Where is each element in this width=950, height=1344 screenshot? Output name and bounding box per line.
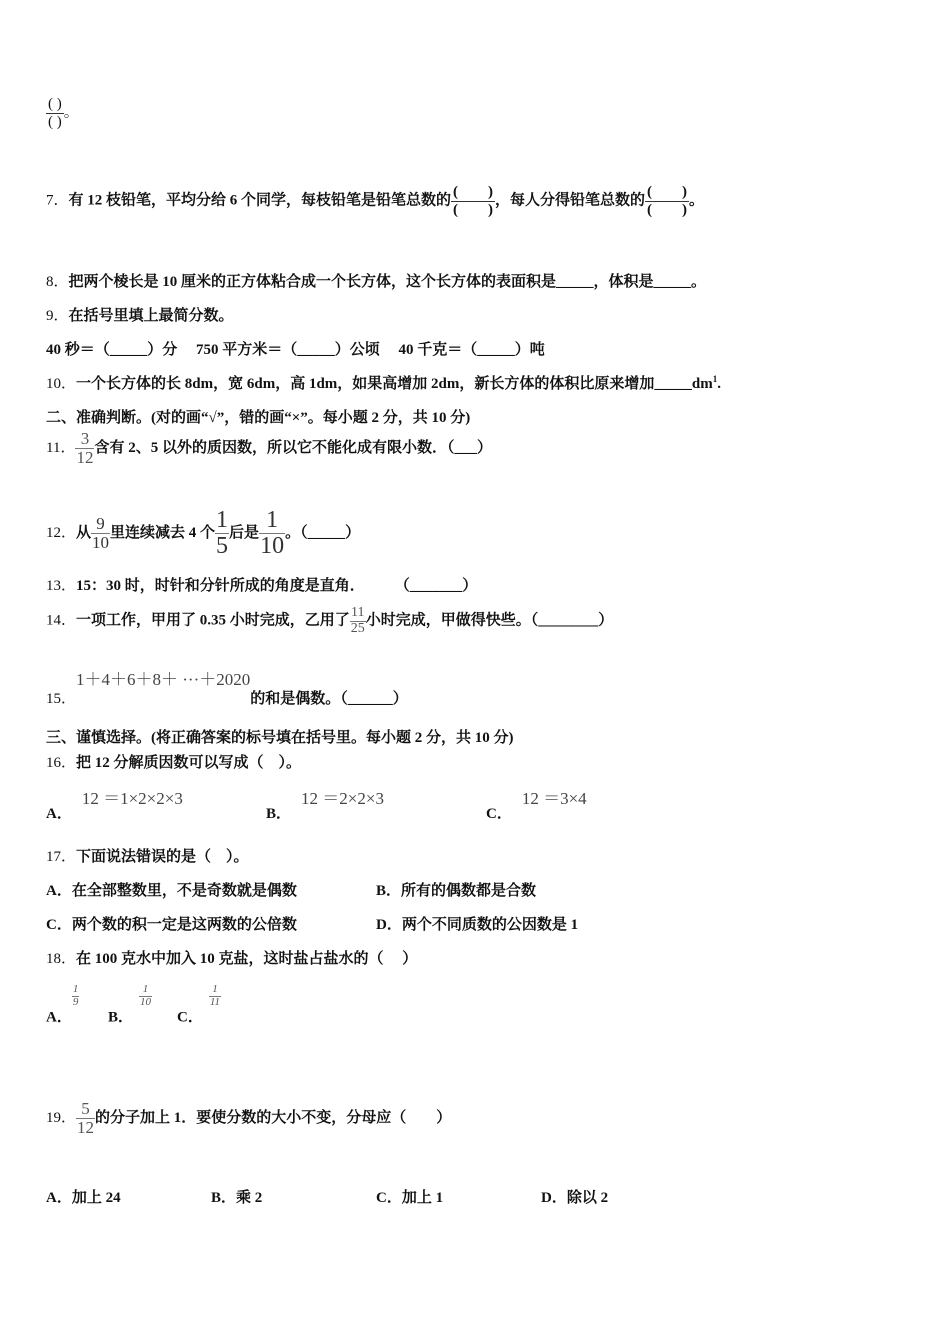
q15-expression: 1＋4＋6＋8＋ ···＋2020 (76, 670, 251, 689)
q11-fraction: $\frac{3}{12}$ (76, 429, 94, 467)
q16-option-b[interactable]: B．12 ＝2×2×3 (266, 789, 384, 822)
question-18: 18．在 100 克水中加入 10 克盐，这时盐占盐水的（ ） (46, 951, 418, 967)
q12-fraction-1: $\frac{9}{10}$ (92, 514, 110, 553)
q17-option-c[interactable]: C．两个数的积一定是这两数的公倍数 (46, 917, 297, 933)
q17-option-d[interactable]: D．两个不同质数的公因数是 1 (376, 917, 579, 933)
question-9: 9．在括号里填上最简分数。 (46, 308, 234, 324)
question-12: 12．从 $\frac{9}{10}$ 里连续减去 4 个 $\frac{1}{5}$ 后是 $\frac{1}{10}$ 。（_____） (46, 507, 361, 560)
q16-option-a[interactable]: A．12 ＝1×2×2×3 (46, 789, 183, 822)
q18-option-c[interactable]: C． $\frac{1}{11}$ (177, 983, 221, 1026)
q19-fraction: $\frac{5}{12}$ (77, 1099, 95, 1137)
q19-option-c[interactable]: C．加上 1 (376, 1190, 444, 1206)
q18-option-a[interactable]: A． $\frac{1}{9}$ (46, 983, 79, 1026)
section-3-heading: 三、谨慎选择。(将正确答案的标号填在括号里。每小题 2 分，共 10 分) (46, 730, 514, 746)
question-14: 14．一项工作，甲用了 0.35 小时完成，乙用了 $\frac{11}{25}$ 小时完成，甲做得快些。（________） (46, 605, 614, 636)
q17-option-a[interactable]: A．在全部整数里，不是奇数就是偶数 (46, 883, 297, 899)
question-15: 15．1＋4＋6＋8＋ ···＋2020的和是偶数。（______） (46, 670, 408, 707)
question-16: 16．把 12 分解质因数可以写成（ ）。 (46, 755, 302, 771)
question-13: 13．15：30 时，时针和分针所成的角度是直角． （_______） (46, 578, 478, 594)
question-17: 17．下面说法错误的是（ ）。 (46, 849, 249, 865)
question-8: 8．把两个棱长是 10 厘米的正方体粘合成一个长方体，这个长方体的表面积是_____，体积是_____。 (46, 274, 707, 290)
q19-option-b[interactable]: B．乘 2 (211, 1190, 263, 1206)
q12-fraction-2: $\frac{1}{5}$ (216, 507, 229, 560)
q16-option-c[interactable]: C．12 ＝3×4 (486, 789, 587, 822)
q19-option-d[interactable]: D．除以 2 (541, 1190, 609, 1206)
q6-tail: $\frac{( )}{( )}$ 。 (48, 96, 79, 130)
question-7: 7．有 12 枝铅笔，平均分给 6 个同学，每枝铅笔是铅笔总数的 $\frac{( )}{( )}$ ，每人分得铅笔总数的 $\frac{( )}{( )}$ 。 (46, 184, 705, 218)
question-10: 10．一个长方体的长 8dm，宽 6dm，高 1dm，如果高增加 2dm，新长方体的体积比原来增加$\_\_\_\_\_dm^1$. (46, 374, 721, 392)
q7-blank-1[interactable]: $\frac{( )}{( )}$ (453, 184, 494, 218)
q18-option-b[interactable]: B． $\frac{1}{10}$ (108, 983, 152, 1026)
q6-fraction-blank[interactable]: $\frac{( )}{( )}$ (48, 96, 62, 130)
q14-fraction: $\frac{11}{25}$ (350, 605, 365, 636)
q19-option-a[interactable]: A．加上 24 (46, 1190, 121, 1206)
q12-fraction-3: $\frac{1}{10}$ (260, 507, 285, 560)
question-19: 19． $\frac{5}{12}$ 的分子加上 1．要使分数的大小不变，分母应（ ） (46, 1099, 452, 1137)
question-11: 11． $\frac{3}{12}$ 含有 2、5 以外的质因数，所以它不能化成有限小数．（___） (46, 429, 492, 467)
q7-blank-2[interactable]: $\frac{( )}{( )}$ (647, 184, 688, 218)
q17-option-b[interactable]: B．所有的偶数都是合数 (376, 883, 537, 899)
question-9-items: 40 秒＝（_____）分 750 平方米＝（_____）公顷 40 千克＝（_____）吨 (46, 342, 545, 358)
section-2-heading: 二、准确判断。(对的画“√”，错的画“×”。每小题 2 分，共 10 分) (46, 410, 471, 426)
